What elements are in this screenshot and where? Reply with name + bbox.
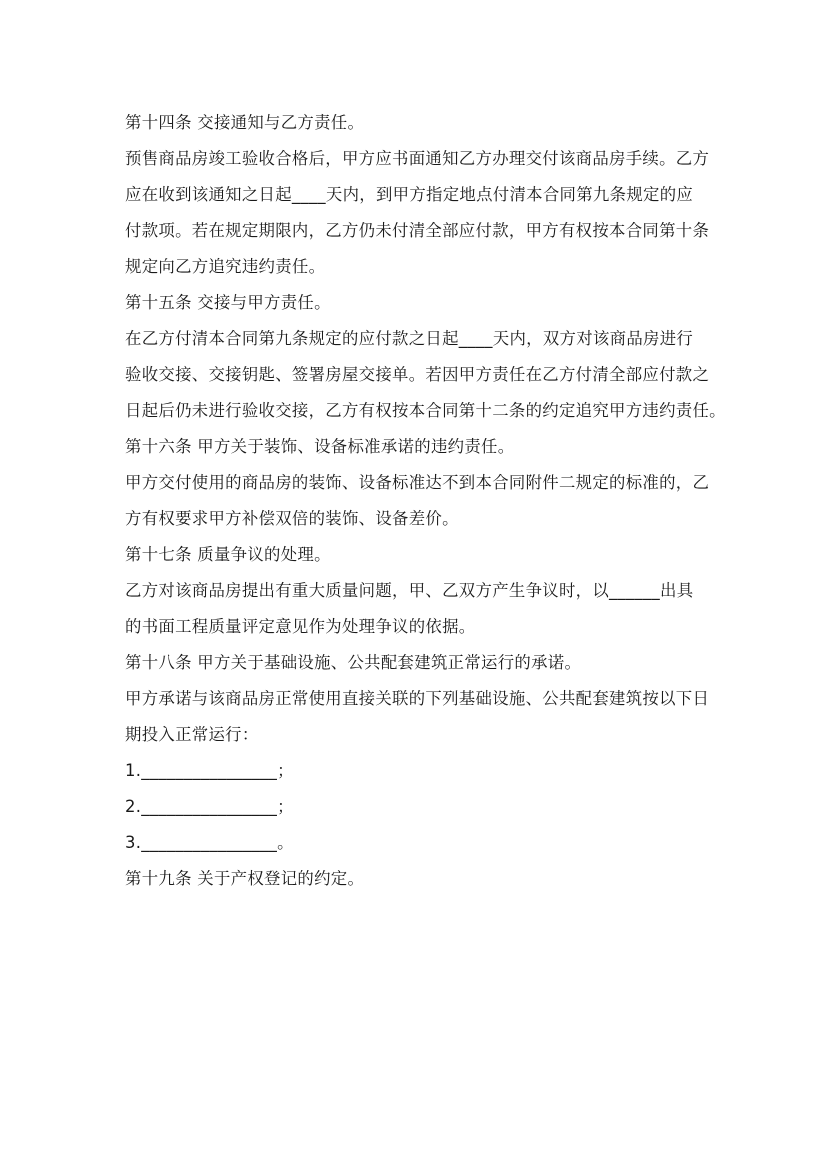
- contract-text: [125, 105, 725, 897]
- paragraph-line: 预售商品房竣工验收合格后，甲方应书面通知乙方办理交付该商品房手续。乙方: [125, 149, 710, 168]
- paragraph-line: 期投入正常运行：: [125, 725, 259, 744]
- paragraph-line: 付款项。若在规定期限内，乙方仍未付清全部应付款，甲方有权按本合同第十条: [125, 221, 710, 240]
- article-19-heading: 第十九条 关于产权登记的约定。: [125, 869, 365, 888]
- article-15-heading: 第十五条 交接与甲方责任。: [125, 293, 331, 312]
- paragraph-line: 规定向乙方追究违约责任。: [125, 257, 326, 276]
- paragraph-line: 乙方对该商品房提出有重大质量问题，甲、乙双方产生争议时，以______出具: [125, 581, 694, 600]
- paragraph-line: 甲方交付使用的商品房的装饰、设备标准达不到本合同附件二规定的标准的，乙: [125, 473, 710, 492]
- paragraph-line: 验收交接、交接钥匙、签署房屋交接单。若因甲方责任在乙方付清全部应付款之: [125, 365, 710, 384]
- paragraph-line: 的书面工程质量评定意见作为处理争议的依据。: [125, 617, 476, 636]
- article-18-heading: 第十八条 甲方关于基础设施、公共配套建筑正常运行的承诺。: [125, 653, 582, 672]
- list-item: 3.________________。: [125, 833, 294, 852]
- paragraph-line: 日起后仍未进行验收交接，乙方有权按本合同第十二条的约定追究甲方违约责任。: [125, 401, 726, 420]
- article-16-heading: 第十六条 甲方关于装饰、设备标准承诺的违约责任。: [125, 437, 515, 456]
- list-item: 1.________________；: [125, 761, 294, 780]
- paragraph-line: 方有权要求甲方补偿双倍的装饰、设备差价。: [125, 509, 459, 528]
- article-14-heading: 第十四条 交接通知与乙方责任。: [125, 113, 365, 132]
- paragraph-line: 在乙方付清本合同第九条规定的应付款之日起____天内，双方对该商品房进行: [125, 329, 694, 348]
- paragraph-line: 甲方承诺与该商品房正常使用直接关联的下列基础设施、公共配套建筑按以下日: [125, 689, 710, 708]
- article-17-heading: 第十七条 质量争议的处理。: [125, 545, 331, 564]
- list-item: 2.________________；: [125, 797, 294, 816]
- paragraph-line: 应在收到该通知之日起____天内，到甲方指定地点付清本合同第九条规定的应: [125, 185, 694, 204]
